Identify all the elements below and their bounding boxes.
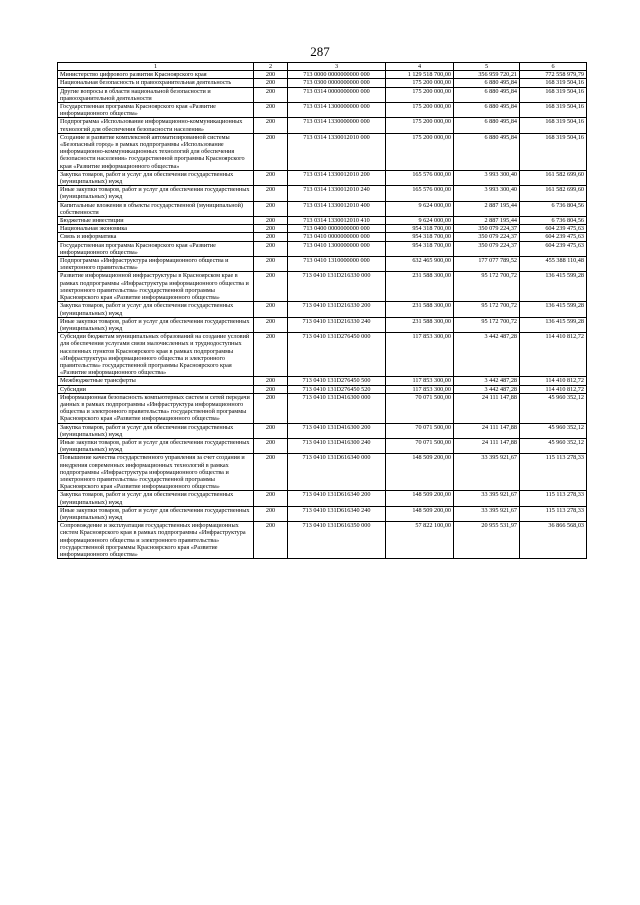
- row-remaining-amount: 604 239 475,63: [520, 241, 587, 256]
- row-executed-amount: 356 959 720,21: [454, 71, 520, 79]
- row-remaining-amount: 45 960 352,12: [520, 423, 587, 438]
- row-remaining-amount: 136 415 599,28: [520, 302, 587, 317]
- row-code-200: 200: [254, 241, 288, 256]
- row-budget-code: 713 0410 131D416300 240: [288, 438, 386, 453]
- row-executed-amount: 3 442 487,28: [454, 385, 520, 393]
- row-name: Закупка товаров, работ и услуг для обеспечения государственных (муниципальных) нужд: [58, 302, 254, 317]
- row-budget-code: 713 0410 0000000000 000: [288, 233, 386, 241]
- column-number: 1: [58, 63, 254, 71]
- table-row: [58, 241, 587, 256]
- row-code-200: 200: [254, 506, 288, 521]
- row-name: Бюджетные инвестиции: [58, 217, 254, 225]
- row-name: Сопровождение и эксплуатация государственных информационных систем Красноярского края в рамках подпрограммы «Инфраструктура информационного общества и электронного правительства» государственной программы Красноярского края «Развитие информационного общества»: [58, 522, 254, 559]
- table-row: [58, 233, 587, 241]
- row-budget-code: 713 0410 131D276450 000: [288, 333, 386, 377]
- row-code-200: 200: [254, 385, 288, 393]
- table-row: [58, 217, 587, 225]
- row-name: Иные закупки товаров, работ и услуг для обеспечения государственных (муниципальных) нужд: [58, 317, 254, 332]
- row-remaining-amount: 168 319 504,16: [520, 103, 587, 118]
- row-name: Иные закупки товаров, работ и услуг для обеспечения государственных (муниципальных) нужд: [58, 506, 254, 521]
- row-budget-code: 713 0314 1330012010 410: [288, 217, 386, 225]
- row-remaining-amount: 115 113 278,33: [520, 491, 587, 506]
- row-executed-amount: 3 442 487,28: [454, 377, 520, 385]
- row-executed-amount: 6 880 495,84: [454, 79, 520, 87]
- row-executed-amount: 350 079 224,37: [454, 241, 520, 256]
- table-row: [58, 377, 587, 385]
- row-name: Иные закупки товаров, работ и услуг для обеспечения государственных (муниципальных) нужд: [58, 438, 254, 453]
- row-approved-amount: 148 509 200,00: [386, 454, 454, 491]
- row-code-200: 200: [254, 423, 288, 438]
- row-remaining-amount: 36 866 568,03: [520, 522, 587, 559]
- row-executed-amount: 350 079 224,37: [454, 225, 520, 233]
- row-executed-amount: 6 880 495,84: [454, 103, 520, 118]
- row-budget-code: 713 0314 1330012010 000: [288, 133, 386, 170]
- row-remaining-amount: 136 415 599,28: [520, 272, 587, 302]
- row-approved-amount: 175 200 000,00: [386, 133, 454, 170]
- row-budget-code: 713 0410 131D216330 200: [288, 302, 386, 317]
- row-code-200: 200: [254, 454, 288, 491]
- column-number: 6: [520, 63, 587, 71]
- row-executed-amount: 2 887 195,44: [454, 217, 520, 225]
- row-name: Закупка товаров, работ и услуг для обеспечения государственных (муниципальных) нужд: [58, 170, 254, 185]
- row-remaining-amount: 6 736 804,56: [520, 217, 587, 225]
- row-approved-amount: 117 853 300,00: [386, 385, 454, 393]
- row-remaining-amount: 455 388 110,48: [520, 257, 587, 272]
- row-executed-amount: 3 993 300,40: [454, 186, 520, 201]
- row-budget-code: 713 0410 131D276450 500: [288, 377, 386, 385]
- row-remaining-amount: 45 960 352,12: [520, 438, 587, 453]
- table-body: [58, 63, 587, 559]
- row-approved-amount: 231 588 300,00: [386, 317, 454, 332]
- row-code-200: 200: [254, 186, 288, 201]
- row-executed-amount: 350 079 224,37: [454, 233, 520, 241]
- row-name: Повышение качества государственного управления за счет создания и внедрения современных информационных технологий в рамках подпрограммы «Инфраструктура информационного общества и электронного правительства» государственной программы Красноярского края «Развитие информационного общества»: [58, 454, 254, 491]
- row-name: Субсидии: [58, 385, 254, 393]
- row-code-200: 200: [254, 233, 288, 241]
- row-remaining-amount: 136 415 599,28: [520, 317, 587, 332]
- row-code-200: 200: [254, 302, 288, 317]
- column-number: 4: [386, 63, 454, 71]
- row-name: Национальная безопасность и правоохранительная деятельность: [58, 79, 254, 87]
- row-name: Закупка товаров, работ и услуг для обеспечения государственных (муниципальных) нужд: [58, 423, 254, 438]
- row-remaining-amount: 168 319 504,16: [520, 87, 587, 102]
- row-budget-code: 713 0314 0000000000 000: [288, 87, 386, 102]
- row-approved-amount: 9 624 000,00: [386, 217, 454, 225]
- row-name: Подпрограмма «Использование информационно-коммуникационных технологий для обеспечения безопасности населения»: [58, 118, 254, 133]
- row-code-200: 200: [254, 79, 288, 87]
- row-remaining-amount: 161 582 699,60: [520, 170, 587, 185]
- row-budget-code: 713 0410 131D216330 000: [288, 272, 386, 302]
- row-budget-code: 713 0410 131D276450 520: [288, 385, 386, 393]
- row-budget-code: 713 0410 131D416300 200: [288, 423, 386, 438]
- row-remaining-amount: 772 558 979,79: [520, 71, 587, 79]
- table-row: [58, 257, 587, 272]
- row-code-200: 200: [254, 118, 288, 133]
- column-number-row: [58, 63, 587, 71]
- row-remaining-amount: 161 582 699,60: [520, 186, 587, 201]
- table-row: [58, 438, 587, 453]
- row-budget-code: 713 0314 1330012010 200: [288, 170, 386, 185]
- row-remaining-amount: 6 736 804,56: [520, 201, 587, 216]
- table-row: [58, 317, 587, 332]
- row-code-200: 200: [254, 393, 288, 423]
- row-executed-amount: 177 077 789,52: [454, 257, 520, 272]
- table-row: [58, 103, 587, 118]
- row-remaining-amount: 115 113 278,33: [520, 454, 587, 491]
- row-name: Национальная экономика: [58, 225, 254, 233]
- row-approved-amount: 9 624 000,00: [386, 201, 454, 216]
- row-approved-amount: 117 853 300,00: [386, 333, 454, 377]
- table-row: [58, 186, 587, 201]
- row-approved-amount: 175 200 000,00: [386, 87, 454, 102]
- row-budget-code: 713 0314 1330012010 400: [288, 201, 386, 216]
- table-row: [58, 302, 587, 317]
- row-budget-code: 713 0300 0000000000 000: [288, 79, 386, 87]
- row-remaining-amount: 168 319 504,16: [520, 118, 587, 133]
- table-row: [58, 87, 587, 102]
- row-remaining-amount: 604 239 475,63: [520, 225, 587, 233]
- row-remaining-amount: 114 410 812,72: [520, 377, 587, 385]
- row-code-200: 200: [254, 225, 288, 233]
- row-code-200: 200: [254, 71, 288, 79]
- row-name: Государственная программа Красноярского края «Развитие информационного общества»: [58, 241, 254, 256]
- row-name: Создание и развитие комплексной автоматизированной системы «Безопасный город» в рамках подпрограммы «Использование информационно-коммуникационных технологий для обеспечения безопасности населения» государственной программы Красноярского края «Развитие информационного общества»: [58, 133, 254, 170]
- row-remaining-amount: 45 960 352,12: [520, 393, 587, 423]
- row-code-200: 200: [254, 438, 288, 453]
- row-budget-code: 713 0000 0000000000 000: [288, 71, 386, 79]
- table-row: [58, 333, 587, 377]
- row-budget-code: 713 0314 1300000000 000: [288, 103, 386, 118]
- table-row: [58, 272, 587, 302]
- row-approved-amount: 165 576 000,00: [386, 170, 454, 185]
- row-code-200: 200: [254, 170, 288, 185]
- row-approved-amount: 632 465 900,00: [386, 257, 454, 272]
- column-number: 5: [454, 63, 520, 71]
- row-code-200: 200: [254, 201, 288, 216]
- table-row: [58, 385, 587, 393]
- row-budget-code: 713 0410 1310000000 000: [288, 257, 386, 272]
- row-code-200: 200: [254, 257, 288, 272]
- row-executed-amount: 24 111 147,88: [454, 438, 520, 453]
- table-row: [58, 491, 587, 506]
- row-executed-amount: 6 880 495,84: [454, 87, 520, 102]
- row-name: Иные закупки товаров, работ и услуг для обеспечения государственных (муниципальных) нужд: [58, 186, 254, 201]
- row-budget-code: 713 0410 131D616350 000: [288, 522, 386, 559]
- row-code-200: 200: [254, 317, 288, 332]
- row-approved-amount: 231 588 300,00: [386, 302, 454, 317]
- row-executed-amount: 3 993 300,40: [454, 170, 520, 185]
- row-approved-amount: 231 588 300,00: [386, 272, 454, 302]
- page-number: 287: [310, 44, 330, 59]
- row-executed-amount: 95 172 700,72: [454, 272, 520, 302]
- row-executed-amount: 24 111 147,88: [454, 393, 520, 423]
- row-approved-amount: 117 853 300,00: [386, 377, 454, 385]
- row-code-200: 200: [254, 103, 288, 118]
- column-number: 2: [254, 63, 288, 71]
- row-approved-amount: 70 071 500,00: [386, 423, 454, 438]
- row-approved-amount: 148 509 200,00: [386, 506, 454, 521]
- table-row: [58, 393, 587, 423]
- row-name: Развитие информационной инфраструктуры в Красноярском крае в рамках подпрограммы «Инфраструктура информационного общества и электронного правительства» государственной программы Красноярского края «Развитие информационного общества»: [58, 272, 254, 302]
- table-row: [58, 71, 587, 79]
- row-remaining-amount: 115 113 278,33: [520, 506, 587, 521]
- row-code-200: 200: [254, 377, 288, 385]
- row-approved-amount: 954 318 700,00: [386, 225, 454, 233]
- row-name: Государственная программа Красноярского края «Развитие информационного общества»: [58, 103, 254, 118]
- row-name: Закупка товаров, работ и услуг для обеспечения государственных (муниципальных) нужд: [58, 491, 254, 506]
- row-name: Информационная безопасность компьютерных систем и сетей передачи данных в рамках подпрограммы «Инфраструктура информационного общества и электронного правительства» государственной программы Красноярского края «Развитие информационного общества»: [58, 393, 254, 423]
- table-row: [58, 454, 587, 491]
- row-approved-amount: 70 071 500,00: [386, 393, 454, 423]
- row-name: Межбюджетные трансферты: [58, 377, 254, 385]
- table-row: [58, 133, 587, 170]
- row-approved-amount: 165 576 000,00: [386, 186, 454, 201]
- row-name: Министерство цифрового развития Красноярского края: [58, 71, 254, 79]
- table-row: [58, 118, 587, 133]
- row-remaining-amount: 114 410 812,72: [520, 333, 587, 377]
- row-name: Другие вопросы в области национальной безопасности и правоохранительной деятельности: [58, 87, 254, 102]
- row-remaining-amount: 114 410 812,72: [520, 385, 587, 393]
- row-executed-amount: 95 172 700,72: [454, 317, 520, 332]
- row-executed-amount: 3 442 487,28: [454, 333, 520, 377]
- row-approved-amount: 1 129 518 700,00: [386, 71, 454, 79]
- table-row: [58, 506, 587, 521]
- row-code-200: 200: [254, 87, 288, 102]
- row-budget-code: 713 0314 1330012010 240: [288, 186, 386, 201]
- row-name: Подпрограмма «Инфраструктура информационного общества и электронного правительства»: [58, 257, 254, 272]
- row-budget-code: 713 0314 1330000000 000: [288, 118, 386, 133]
- table-row: [58, 225, 587, 233]
- row-executed-amount: 33 395 921,67: [454, 506, 520, 521]
- row-remaining-amount: 168 319 504,16: [520, 79, 587, 87]
- row-name: Капитальные вложения в объекты государственной (муниципальной) собственности: [58, 201, 254, 216]
- row-approved-amount: 954 318 700,00: [386, 233, 454, 241]
- row-budget-code: 713 0400 0000000000 000: [288, 225, 386, 233]
- table-row: [58, 522, 587, 559]
- row-code-200: 200: [254, 272, 288, 302]
- row-approved-amount: 70 071 500,00: [386, 438, 454, 453]
- row-code-200: 200: [254, 133, 288, 170]
- row-approved-amount: 175 200 000,00: [386, 103, 454, 118]
- row-executed-amount: 6 880 495,84: [454, 118, 520, 133]
- row-name: Связь и информатика: [58, 233, 254, 241]
- row-approved-amount: 148 509 200,00: [386, 491, 454, 506]
- row-remaining-amount: 168 319 504,16: [520, 133, 587, 170]
- row-name: Субсидии бюджетам муниципальных образований на создание условий для обеспечения услугами связи малочисленных и труднодоступных населенных пунктов Красноярского края в рамках подпрограммы «Инфраструктура информационного общества и электронного правительства» государственной программы Красноярского края «Развитие информационного общества»: [58, 333, 254, 377]
- table-row: [58, 201, 587, 216]
- row-budget-code: 713 0410 131D616340 240: [288, 506, 386, 521]
- row-approved-amount: 175 200 000,00: [386, 118, 454, 133]
- row-executed-amount: 20 955 531,97: [454, 522, 520, 559]
- row-code-200: 200: [254, 333, 288, 377]
- row-approved-amount: 954 318 700,00: [386, 241, 454, 256]
- row-executed-amount: 33 395 921,67: [454, 491, 520, 506]
- row-executed-amount: 24 111 147,88: [454, 423, 520, 438]
- row-approved-amount: 175 200 000,00: [386, 79, 454, 87]
- row-executed-amount: 33 395 921,67: [454, 454, 520, 491]
- row-budget-code: 713 0410 131D616340 000: [288, 454, 386, 491]
- row-code-200: 200: [254, 217, 288, 225]
- row-budget-code: 713 0410 131D616340 200: [288, 491, 386, 506]
- row-code-200: 200: [254, 491, 288, 506]
- column-number: 3: [288, 63, 386, 71]
- table-row: [58, 79, 587, 87]
- row-budget-code: 713 0410 131D216330 240: [288, 317, 386, 332]
- table-row: [58, 423, 587, 438]
- row-code-200: 200: [254, 522, 288, 559]
- row-remaining-amount: 604 239 475,63: [520, 233, 587, 241]
- row-budget-code: 713 0410 1300000000 000: [288, 241, 386, 256]
- row-approved-amount: 57 822 100,00: [386, 522, 454, 559]
- table-row: [58, 170, 587, 185]
- row-executed-amount: 6 880 495,84: [454, 133, 520, 170]
- row-executed-amount: 95 172 700,72: [454, 302, 520, 317]
- budget-table: [57, 62, 587, 559]
- row-executed-amount: 2 887 195,44: [454, 201, 520, 216]
- row-budget-code: 713 0410 131D416300 000: [288, 393, 386, 423]
